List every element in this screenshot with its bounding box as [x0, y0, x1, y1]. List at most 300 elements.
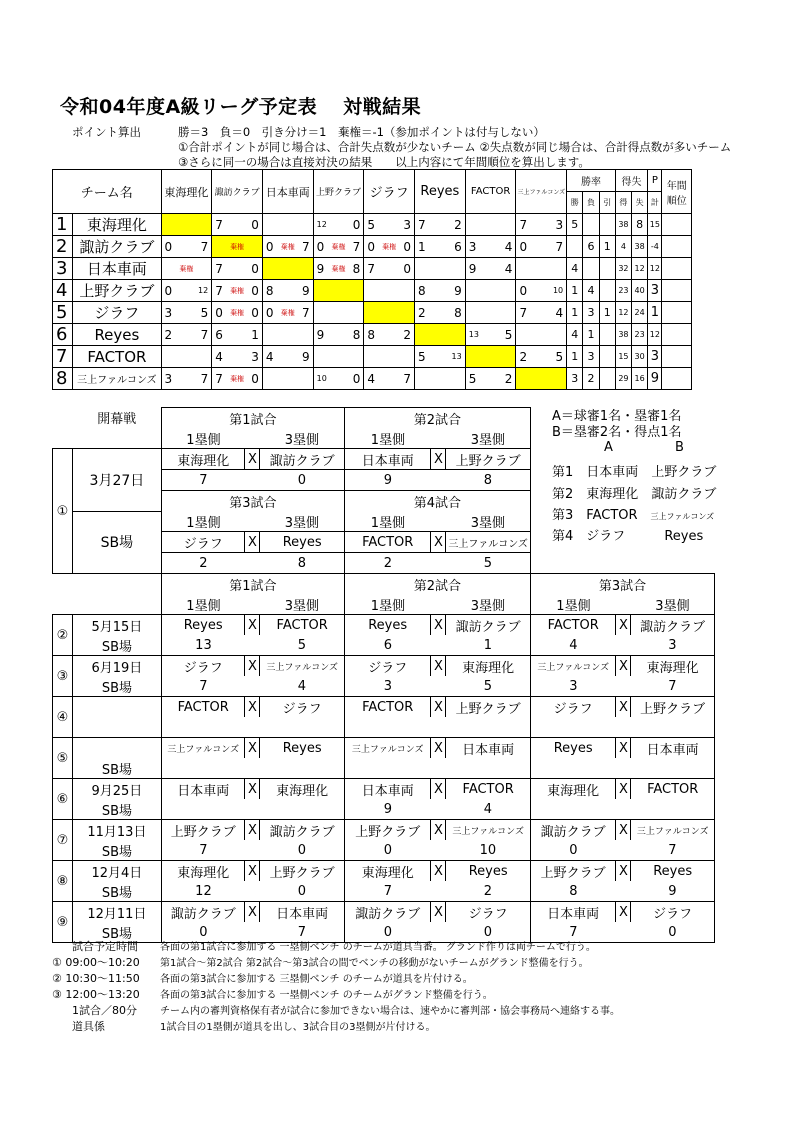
- result-score-against: 3: [251, 349, 259, 364]
- footer-l1a: 試合予定時間: [72, 940, 138, 953]
- result-score-against: 2: [504, 371, 513, 386]
- round-score-b: 9: [631, 881, 715, 902]
- round-score-b: 5: [446, 676, 531, 697]
- result-score-for: 5: [418, 349, 426, 364]
- result-cell: [465, 324, 516, 346]
- round-row-teams: [53, 615, 715, 636]
- result-score-for: 7: [418, 217, 426, 232]
- round-team-a: 日本車両: [344, 779, 431, 800]
- stat-draw: [599, 346, 615, 368]
- header-p: P: [648, 170, 662, 192]
- result-cell: [262, 214, 313, 236]
- round-score-a: 3: [344, 676, 431, 697]
- round-team-b: Reyes: [631, 861, 715, 882]
- row-team-name: Reyes: [73, 324, 161, 346]
- round-team-b: 東海理化: [260, 779, 345, 800]
- round-team-b: 日本車両: [446, 738, 531, 759]
- stat-points: 9: [648, 368, 662, 390]
- round-score-b: 1: [446, 635, 531, 656]
- rounds-g2-side1: 1塁側: [344, 594, 431, 615]
- round-team-a: ジラフ: [344, 656, 431, 677]
- opening-g1-score-b: 0: [260, 470, 345, 491]
- rounds-game2-title: 第2試合: [344, 574, 530, 595]
- page-title: 令和04年度A級リーグ予定表 対戦結果: [60, 96, 422, 118]
- stat-lose: 1: [583, 324, 599, 346]
- round-score-b: [260, 717, 345, 738]
- round-row-teams: [53, 697, 715, 718]
- row-team-name: ジラフ: [73, 302, 161, 324]
- round-team-b: ジラフ: [631, 902, 715, 923]
- opening-game4-title: 第4試合: [344, 491, 530, 512]
- vs-mark: X: [245, 697, 260, 718]
- stat-win: 3: [567, 368, 583, 390]
- points-label: ポイント算出: [72, 125, 141, 139]
- opening-game2-title: 第2試合: [344, 408, 530, 429]
- result-cell: [212, 258, 263, 280]
- header-win: 勝: [567, 192, 583, 214]
- stat-win: 4: [567, 324, 583, 346]
- result-cell: [465, 214, 516, 236]
- round-team-a: Reyes: [344, 615, 431, 636]
- round-score-a: 0: [344, 922, 431, 943]
- result-cell: [516, 346, 567, 368]
- result-score-for: 0: [519, 283, 528, 298]
- stat-against: 38: [632, 236, 648, 258]
- vs-mark: X: [616, 738, 631, 759]
- standings-row: [53, 214, 692, 236]
- footer-l3b: 各面の第3試合に参加する 三塁側ベンチ のチームが道具を片付ける。: [160, 974, 473, 985]
- round-score-a: [344, 717, 431, 738]
- result-cell: [212, 368, 263, 390]
- forfeit-mark: 棄権: [331, 242, 346, 251]
- row-team-name: 上野クラブ: [73, 280, 161, 302]
- round-score-b: [260, 799, 345, 820]
- opening-game4-side1: 1塁側: [344, 511, 431, 532]
- round-team-a: Reyes: [530, 738, 616, 759]
- round-team-b: 諏訪クラブ: [260, 820, 345, 841]
- referee-legend-a: A＝球審1名・塁審1名: [552, 409, 682, 424]
- rounds-g1-side3: 3塁側: [260, 594, 345, 615]
- footer-l5b: チーム内の審判資格保有者が試合に参加できない場合は、速やかに審判部・協会事務局へ連絡する事。: [160, 1006, 620, 1017]
- stat-rank: [662, 346, 692, 368]
- round-date: 6月19日: [72, 656, 161, 677]
- result-score-for: 0: [215, 305, 223, 320]
- forfeit-mark: 棄権: [179, 264, 194, 273]
- vs-mark: X: [245, 861, 260, 882]
- opening-g2-team-b: 上野クラブ: [446, 449, 531, 470]
- stat-points: 12: [648, 258, 662, 280]
- vs-mark: X: [245, 738, 260, 759]
- header-win-rate: 勝率: [567, 170, 616, 192]
- result-score-for: 3: [164, 305, 173, 320]
- result-score-for: 7: [367, 261, 375, 276]
- standings-table: [52, 169, 692, 390]
- round-venue: SB場: [72, 840, 161, 861]
- result-cell: [212, 280, 263, 302]
- round-score-a: 9: [344, 799, 431, 820]
- round-1-number: ①: [53, 449, 73, 574]
- round-date: 11月13日: [72, 820, 161, 841]
- round-row-scores: [53, 676, 715, 697]
- stat-for: 32: [615, 258, 631, 280]
- stat-draw: [599, 280, 615, 302]
- result-cell: [262, 368, 313, 390]
- result-score-for: 8: [367, 327, 375, 342]
- result-score-against: 6: [454, 239, 462, 254]
- result-cell: [364, 280, 415, 302]
- round-row-scores: [53, 635, 715, 656]
- vs-mark: X: [431, 902, 446, 923]
- stat-draw: [599, 324, 615, 346]
- footer-l6a: 道具係: [72, 1020, 105, 1033]
- vs-mark: X: [616, 656, 631, 677]
- result-cell: [262, 236, 313, 258]
- opening-g3-score-b: 8: [260, 553, 345, 574]
- result-cell: [364, 302, 415, 324]
- result-score-for: 4: [265, 349, 274, 364]
- result-cell: [465, 302, 516, 324]
- stat-win: 4: [567, 258, 583, 280]
- stat-rank: [662, 236, 692, 258]
- round-team-b: FACTOR: [631, 779, 715, 800]
- result-score-for: 0: [164, 283, 173, 298]
- round-team-b: 東海理化: [631, 656, 715, 677]
- round-number: ⑥: [53, 779, 73, 820]
- header-lose: 負: [583, 192, 599, 214]
- col-team-2: 諏訪クラブ: [212, 170, 263, 214]
- vs-mark: X: [616, 615, 631, 636]
- round-row-teams: [53, 861, 715, 882]
- opening-game3-side3: 3塁側: [260, 511, 345, 532]
- result-cell: [161, 236, 212, 258]
- result-cell: [212, 346, 263, 368]
- result-cell: [161, 280, 212, 302]
- opening-g2-score-a: 9: [344, 470, 431, 491]
- result-score-against: 8: [352, 261, 361, 276]
- result-score-for: 7: [215, 217, 223, 232]
- result-cell: [313, 236, 364, 258]
- result-score-against: 5: [504, 327, 513, 342]
- result-score-against: 7: [352, 239, 361, 254]
- referee-legend-b: B＝塁審2名・得点1名: [552, 425, 682, 440]
- round-date: 12月11日: [72, 902, 161, 923]
- round-row-scores: [53, 717, 715, 738]
- row-number: 4: [53, 280, 73, 302]
- result-cell: [364, 258, 415, 280]
- footer-l2b: 第1試合～第2試合 第2試合～第3試合の間でベンチの移動がないチームがグランド整備を行う。: [160, 958, 589, 969]
- result-score-for: 7: [215, 261, 223, 276]
- result-score-against: 13: [451, 352, 462, 361]
- round-row-teams: [53, 738, 715, 759]
- round-number: ④: [53, 697, 73, 738]
- result-score-against: 0: [403, 261, 412, 276]
- round-score-a: 0: [161, 922, 245, 943]
- result-cell: [262, 258, 313, 280]
- round-score-b: [631, 717, 715, 738]
- result-score-for: 0: [316, 239, 325, 254]
- stat-lose: [583, 214, 599, 236]
- round-score-b: 7: [631, 840, 715, 861]
- round-score-a: 0: [344, 840, 431, 861]
- forfeit-mark: 棄権: [331, 264, 346, 273]
- vs-mark: X: [431, 861, 446, 882]
- round-row-teams: [53, 902, 715, 923]
- round-team-a: Reyes: [161, 615, 245, 636]
- result-score-for: 0: [367, 239, 375, 254]
- opening-g3-score-a: 2: [161, 553, 245, 574]
- round-row-scores: [53, 799, 715, 820]
- result-score-against: 5: [200, 305, 209, 320]
- stat-rank: [662, 258, 692, 280]
- stat-against: 12: [632, 258, 648, 280]
- round-score-b: 0: [446, 922, 531, 943]
- stat-lose: 3: [583, 346, 599, 368]
- vs-mark: X: [431, 656, 446, 677]
- vs-mark: X: [245, 615, 260, 636]
- round-team-b: ジラフ: [446, 902, 531, 923]
- result-cell: [313, 346, 364, 368]
- round-team-a: 三上ファルコンズ: [344, 738, 431, 759]
- stat-for: 12: [615, 302, 631, 324]
- round-score-a: [161, 717, 245, 738]
- round-score-a: 7: [344, 881, 431, 902]
- standings-row: [53, 324, 692, 346]
- rounds-g3-side3: 3塁側: [631, 594, 715, 615]
- round-team-b: FACTOR: [260, 615, 345, 636]
- result-score-for: 8: [418, 283, 426, 298]
- result-score-for: 9: [316, 261, 325, 276]
- footer-l5a: 1試合／80分: [72, 1004, 137, 1017]
- round-date: [72, 738, 161, 759]
- forfeit-mark: 棄権: [382, 242, 397, 251]
- stat-for: 38: [615, 214, 631, 236]
- result-cell: [161, 302, 212, 324]
- round-1-venue: SB場: [72, 511, 161, 574]
- opening-g1-score-a: 7: [161, 470, 245, 491]
- row-number: 6: [53, 324, 73, 346]
- standings-row: [53, 280, 692, 302]
- round-team-a: 東海理化: [530, 779, 616, 800]
- round-team-a: 上野クラブ: [344, 820, 431, 841]
- round-score-a: [530, 717, 616, 738]
- round-row-scores: [53, 758, 715, 779]
- round-venue: SB場: [72, 635, 161, 656]
- stat-lose: 6: [583, 236, 599, 258]
- result-score-against: 8: [352, 327, 361, 342]
- result-score-against: 0: [352, 371, 361, 386]
- result-cell: [364, 324, 415, 346]
- stat-for: 23: [615, 280, 631, 302]
- header-against: 失: [632, 192, 648, 214]
- round-score-a: [161, 799, 245, 820]
- round-team-b: 三上ファルコンズ: [631, 820, 715, 841]
- referee-row-1: 第1 日本車両 上野クラブ: [552, 465, 717, 480]
- col-team-8: 三上ファルコンズ: [516, 170, 567, 214]
- stat-lose: [583, 258, 599, 280]
- result-score-against: 3: [403, 217, 412, 232]
- stat-draw: 1: [599, 236, 615, 258]
- round-team-a: 諏訪クラブ: [344, 902, 431, 923]
- header-goal-diff: 得失: [615, 170, 647, 192]
- round-score-b: 0: [260, 840, 345, 861]
- stat-against: 16: [632, 368, 648, 390]
- round-venue: SB場: [72, 922, 161, 943]
- round-team-b: 上野クラブ: [260, 861, 345, 882]
- round-score-a: 4: [530, 635, 616, 656]
- col-team-5: ジラフ: [364, 170, 415, 214]
- rounds-game3-title: 第3試合: [530, 574, 714, 595]
- stat-points: 3: [648, 280, 662, 302]
- opening-g4-score-b: 5: [446, 553, 531, 574]
- stat-against: 24: [632, 302, 648, 324]
- stat-points: -4: [648, 236, 662, 258]
- result-score-for: 2: [519, 349, 528, 364]
- round-score-a: 7: [530, 922, 616, 943]
- result-score-for: 7: [215, 371, 223, 386]
- forfeit-mark: 棄権: [230, 308, 245, 317]
- round-row-teams: [53, 779, 715, 800]
- vs-mark: X: [616, 820, 631, 841]
- round-1-date: 3月27日: [72, 449, 161, 512]
- round-row-teams: [53, 820, 715, 841]
- round-team-a: 諏訪クラブ: [530, 820, 616, 841]
- result-cell: [465, 236, 516, 258]
- footer-l6b: 1試合目の1塁側が道具を出し、3試合目の3塁側が片付ける。: [160, 1022, 436, 1033]
- vs-mark: X: [616, 779, 631, 800]
- round-score-b: 7: [631, 676, 715, 697]
- forfeit-mark: 棄権: [280, 242, 295, 251]
- vs-mark: X: [245, 902, 260, 923]
- stat-lose: 3: [583, 302, 599, 324]
- vs-mark: X: [245, 656, 260, 677]
- result-score-for: 2: [164, 327, 173, 342]
- stat-draw: [599, 214, 615, 236]
- result-cell: [364, 236, 415, 258]
- round-team-b: Reyes: [446, 861, 531, 882]
- stat-for: 4: [615, 236, 631, 258]
- round-number: ②: [53, 615, 73, 656]
- result-score-against: 0: [251, 217, 259, 232]
- result-cell: [313, 280, 364, 302]
- points-rule: 勝＝3 負＝0 引き分け＝1 棄権＝-1（参加ポイントは付与しない）: [178, 125, 545, 139]
- opening-g1-team-b: 諏訪クラブ: [260, 449, 345, 470]
- result-cell: [212, 324, 263, 346]
- result-cell: [364, 368, 415, 390]
- result-cell: [415, 236, 466, 258]
- standings-row: [53, 236, 692, 258]
- row-team-name: 三上ファルコンズ: [73, 368, 161, 390]
- result-score-for: 4: [367, 371, 375, 386]
- stat-against: 23: [632, 324, 648, 346]
- result-cell: [415, 214, 466, 236]
- round-team-a: 上野クラブ: [530, 861, 616, 882]
- result-cell: [212, 302, 263, 324]
- opening-g4-team-b: 三上ファルコンズ: [446, 532, 531, 553]
- vs-mark: X: [431, 449, 446, 470]
- vs-mark: X: [431, 820, 446, 841]
- round-team-b: 諏訪クラブ: [446, 615, 531, 636]
- result-score-for: 7: [519, 217, 528, 232]
- round-score-a: 12: [161, 881, 245, 902]
- opening-game4-side3: 3塁側: [446, 511, 531, 532]
- result-cell: [313, 214, 364, 236]
- stat-win: 1: [567, 346, 583, 368]
- round-score-b: 0: [631, 922, 715, 943]
- col-team-4: 上野クラブ: [313, 170, 364, 214]
- result-score-against: 4: [504, 261, 513, 276]
- stat-win: [567, 236, 583, 258]
- result-score-against: 0: [251, 305, 259, 320]
- round-score-b: [446, 758, 531, 779]
- round-team-b: ジラフ: [260, 697, 345, 718]
- result-score-against: 2: [403, 327, 412, 342]
- opening-game3-side1: 1塁側: [161, 511, 245, 532]
- forfeit-mark: 棄権: [280, 308, 295, 317]
- round-team-b: Reyes: [260, 738, 345, 759]
- standings-row: [53, 346, 692, 368]
- stat-points: 15: [648, 214, 662, 236]
- round-score-a: [530, 758, 616, 779]
- result-score-against: 4: [504, 239, 513, 254]
- result-score-against: 7: [301, 239, 310, 254]
- rounds-g1-side1: 1塁側: [161, 594, 245, 615]
- round-number: ⑨: [53, 902, 73, 943]
- result-score-against: 5: [555, 349, 564, 364]
- stat-lose: 2: [583, 368, 599, 390]
- round-score-b: 4: [446, 799, 531, 820]
- round-team-a: FACTOR: [161, 697, 245, 718]
- result-cell: [313, 324, 364, 346]
- opening-game1-title: 第1試合: [161, 408, 344, 429]
- result-cell: [465, 280, 516, 302]
- header-annual-rank: 年間順位: [662, 170, 692, 214]
- round-team-a: 諏訪クラブ: [161, 902, 245, 923]
- result-score-against: 9: [301, 283, 310, 298]
- round-score-a: 6: [344, 635, 431, 656]
- result-cell: [313, 258, 364, 280]
- footer-l1b: 各面の第1試合に参加する 一塁側ベンチ のチームが道具当番。 グランド作りは両チームで行う。: [160, 942, 596, 953]
- standings-row: [53, 302, 692, 324]
- row-number: 5: [53, 302, 73, 324]
- round-date: 5月15日: [72, 615, 161, 636]
- result-score-against: 3: [555, 217, 564, 232]
- opening-g3-team-a: ジラフ: [161, 532, 245, 553]
- opening-g3-team-b: Reyes: [260, 532, 345, 553]
- result-score-against: 7: [200, 371, 209, 386]
- col-team-1: 東海理化: [161, 170, 212, 214]
- result-cell: [516, 258, 567, 280]
- stat-points: 12: [648, 324, 662, 346]
- stat-win: 1: [567, 280, 583, 302]
- round-team-a: FACTOR: [344, 697, 431, 718]
- vs-mark: X: [431, 697, 446, 718]
- round-team-b: FACTOR: [446, 779, 531, 800]
- header-total: 計: [648, 192, 662, 214]
- stat-points: 3: [648, 346, 662, 368]
- round-score-a: 3: [530, 676, 616, 697]
- result-cell: [465, 346, 516, 368]
- result-score-for: 5: [468, 371, 477, 386]
- result-score-against: 0: [251, 283, 259, 298]
- round-team-b: 諏訪クラブ: [631, 615, 715, 636]
- result-score-for: 7: [215, 283, 223, 298]
- forfeit-mark: 棄権: [230, 242, 245, 251]
- result-cell: [262, 302, 313, 324]
- round-venue: SB場: [72, 758, 161, 779]
- footer-l2a: ① 09:00～10:20: [52, 956, 140, 969]
- stat-win: 5: [567, 214, 583, 236]
- result-score-against: 0: [251, 371, 259, 386]
